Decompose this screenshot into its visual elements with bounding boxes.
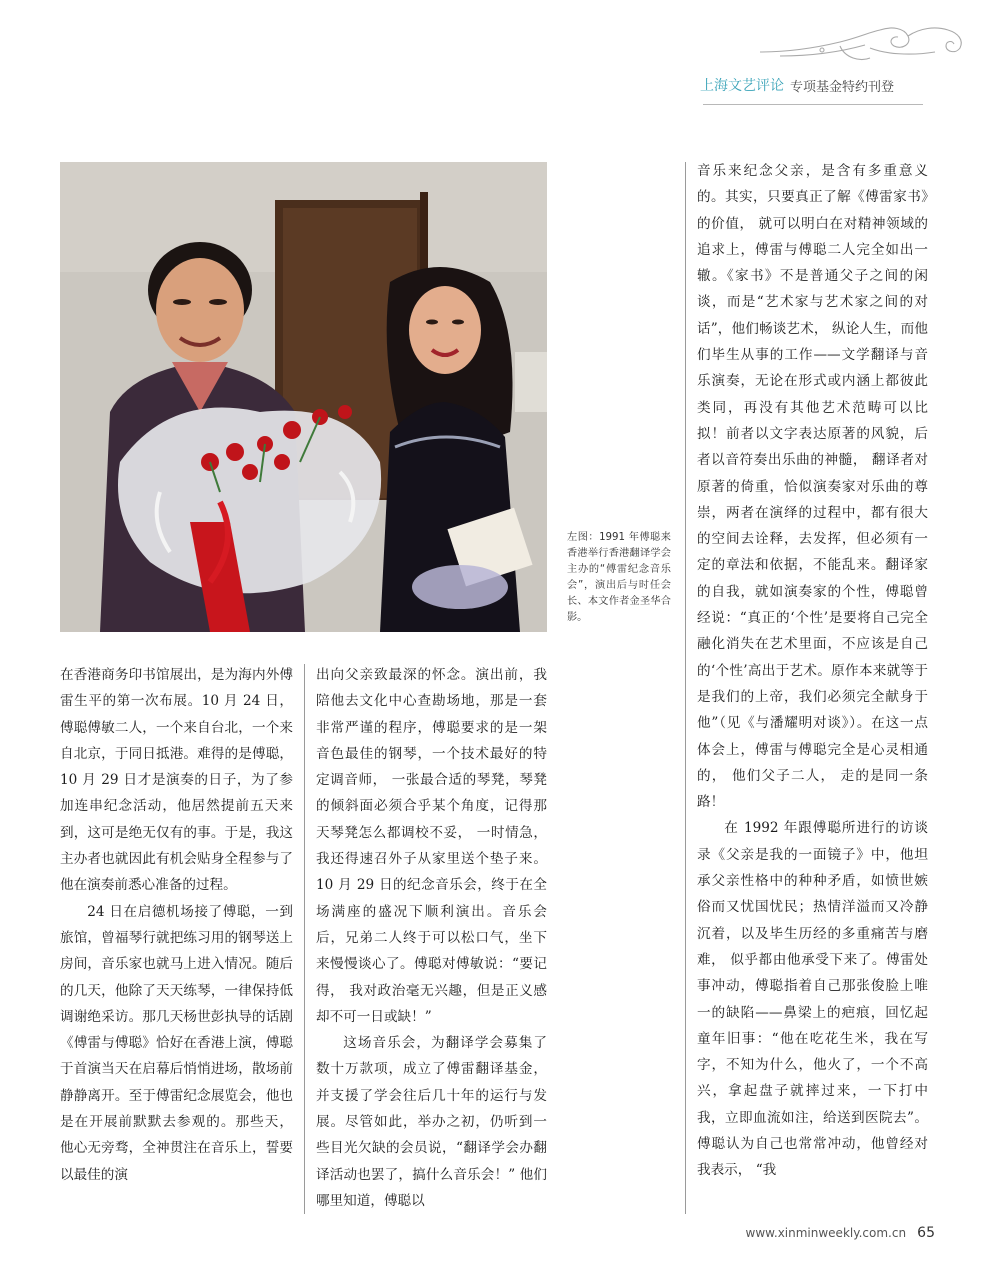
photo xyxy=(60,162,547,632)
header-ornament xyxy=(720,18,975,68)
paragraph: 这场音乐会，为翻译学会募集了数十万款项，成立了傅雷翻译基金，并支援了学会往后几十年的运行与发展。尽管如此，举办之初，仍听到一些目光欠缺的会员说，“翻译学会办翻译活动也罢了，搞什么音乐会！” 他们哪里知道，傅聪以 xyxy=(316,1035,547,1209)
paragraph: 在香港商务印书馆展出，是为海内外傅雷生平的第一次布展。10 月 24 日，傅聪傅敏二人，一个来自台北，一个来自北京，于同日抵港。难得的是傅聪，10 月 29 日才是演奏的日子，为了参加连串纪念活动，他居然提前五天来到，这可是绝无仅有的事。于是，我这主办者也就因此有机会贴身全程参与了他在演奏前悉心准备的过程。 xyxy=(60,667,293,894)
footer-url: www.xinminweekly.com.cn xyxy=(745,1226,907,1240)
photo-illustration xyxy=(60,162,547,632)
column-divider xyxy=(685,162,686,1214)
header-subtitle: 专项基金特约刊登 xyxy=(790,79,895,95)
page-footer xyxy=(700,1222,935,1241)
paragraph: 24 日在启德机场接了傅聪，一到旅馆，曾福琴行就把练习用的钢琴送上房间，音乐家也就马上进入情况。随后的几天，他除了天天练琴，一律保持低调谢绝采访。那几天杨世彭执导的话剧《傅雷与傅聪》恰好在香港上演，傅聪于首演当天在启幕后悄悄进场，散场前静静离开。至于傅雷纪念展览会，他也是在开展前默默去参观的。那些天， 他心无旁骛，全神贯注在音乐上，誓要以最佳的演 xyxy=(60,903,293,1183)
text-column-3 xyxy=(697,158,928,1184)
paragraph: 出向父亲致最深的怀念。演出前，我陪他去文化中心查勘场地，那是一套非常严谨的程序，傅聪要求的是一架音色最佳的钢琴，一个技术最好的特定调音师， 一张最合适的琴凳，琴凳的倾斜面必须合乎某个角度，记得那天琴凳怎么都调校不妥， 一时情急，我还得速召外子从家里送个垫子来。10 月 29 日的纪念音乐会，终于在全场满座的盛况下顺利演出。音乐会后，兄弟二人终于可以松口气，坐下来慢慢谈心了。傅聪对傅敏说：“要记得， 我对政治毫无兴趣，但是正义感却不可一日或缺！” xyxy=(316,667,547,1025)
header-label xyxy=(700,70,945,100)
paragraph: 在 1992 年跟傅聪所进行的访谈录《父亲是我的一面镜子》中，他坦承父亲性格中的种种矛盾，如愤世嫉俗而又忧国忧民；热情洋溢而又冷静沉着，以及毕生历经的多重痛苦与磨难， 似乎都由他承受下来了。傅雷处事冲动，傅聪指着自己那张俊脸上唯一的缺陷——鼻梁上的疤痕，回忆起童年旧事：“他在吃花生米，我在写字，不知为什么，他火了，一个不高兴，拿起盘子就摔过来，一下打中我，立即血流如注，给送到医院去”。傅聪认为自己也常常冲动，他曾经对我表示， “我 xyxy=(697,820,928,1179)
page-number: 65 xyxy=(917,1225,935,1241)
column-divider xyxy=(304,664,305,1214)
text-column-1 xyxy=(60,662,293,1188)
photo-caption: 左图：1991 年傅聪来香港举行香港翻译学会主办的“傅雷纪念音乐会”，演出后与时任会长、本文作者金圣华合影。 xyxy=(567,532,671,623)
header-rule xyxy=(703,104,923,105)
header-brand: 上海文艺评论 xyxy=(700,78,784,94)
text-column-2 xyxy=(316,662,547,1214)
paragraph: 音乐来纪念父亲，是含有多重意义的。其实，只要真正了解《傅雷家书》的价值， 就可以明白在对精神领域的追求上，傅雷与傅聪二人完全如出一辙。《家书》不是普通父子之间的闲谈，而是“艺术家与艺术家之间的对话”，他们畅谈艺术， 纵论人生，而他们毕生从事的工作——文学翻译与音乐演奏，无论在形式或内涵上都彼此类同，再没有其他艺术范畴可以比拟！前者以文字表达原著的风貌，后者以音符奏出乐曲的神髓， 翻译者对原著的倚重，恰似演奏家对乐曲的尊崇，两者在演绎的过程中，都有很大的空间去诠释，去发挥，但必须有一定的章法和依据，不能乱来。翻译家的自我，就如演奏家的个性，傅聪曾经说：“真正的‘个性’是要将自己完全融化消失在艺术里面，不应该是自己的‘个性’高出于艺术。原作本来就等于是我们的上帝，我们必须完全献身于他”（见《与潘耀明对谈》）。在这一点体会上，傅雷与傅聪完全是心灵相通的， 他们父子二人， 走的是同一条路！ xyxy=(697,163,928,811)
